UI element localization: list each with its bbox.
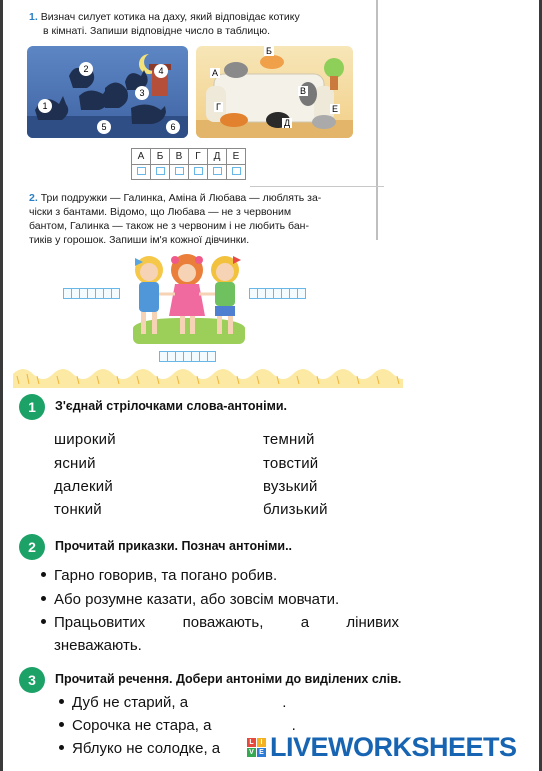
exercise-2-line-3: бантом, Галинка — також не з червоним і не любить бан-: [29, 220, 309, 232]
sentence-2-period: .: [291, 717, 296, 734]
table-answer-cell[interactable]: [189, 165, 208, 180]
room-letter-e: Е: [332, 104, 339, 114]
roof-number-5: 5: [97, 120, 111, 134]
room-letter-d: Д: [284, 118, 291, 128]
room-letter-h: Г: [216, 102, 221, 112]
table-header-d: Д: [208, 149, 227, 165]
textbook-scan: [3, 0, 539, 395]
exercise-1-line-2: в кімнаті. Запиши відповідне число в таблицю.: [43, 25, 271, 37]
table-header-e: Е: [227, 149, 246, 165]
answer-table: [131, 148, 246, 180]
logo-letter: E: [257, 748, 266, 757]
exercise-1-text: [29, 10, 319, 38]
task-3-badge: 3: [19, 667, 45, 693]
proverb-3-word[interactable]: поважають,: [182, 614, 264, 631]
bullet-icon: [59, 699, 64, 704]
right-word-1[interactable]: темний: [263, 431, 315, 448]
logo-letter: V: [247, 748, 256, 757]
proverb-2[interactable]: [41, 591, 339, 608]
left-word-4[interactable]: тонкий: [54, 501, 102, 518]
right-word-4[interactable]: близький: [263, 501, 328, 518]
proverb-3[interactable]: [41, 614, 399, 631]
exercise-2-line-1: Три подружки — Галинка, Аміна й Любава — люблять за-: [40, 192, 322, 204]
sentence-2-text: Сорочка не стара, а: [72, 717, 212, 734]
sentence-2: [59, 717, 296, 734]
table-answer-cell[interactable]: [208, 165, 227, 180]
three-girls-picture: [125, 248, 249, 348]
room-letter-v: В: [300, 86, 307, 96]
task-2-badge: 2: [19, 534, 45, 560]
worksheet-page: [3, 0, 539, 771]
exercise-2-number: 2.: [29, 192, 38, 204]
proverb-1-text[interactable]: Гарно говорив, та погано робив.: [54, 567, 278, 584]
left-word-2[interactable]: ясний: [54, 455, 96, 472]
table-answer-cell[interactable]: [227, 165, 246, 180]
table-header-h: Г: [189, 149, 208, 165]
divider-line: [250, 186, 384, 187]
table-answer-cell[interactable]: [132, 165, 151, 180]
proverb-3-word[interactable]: лінивих: [346, 614, 399, 631]
proverb-3-line-2[interactable]: зневажають.: [54, 637, 142, 654]
bullet-icon: [41, 596, 46, 601]
right-word-3[interactable]: вузький: [263, 478, 318, 495]
exercise-2-line-4: тиків у горошок. Запиши ім'я кожної дівчинки.: [29, 234, 250, 246]
table-answer-cell[interactable]: [170, 165, 189, 180]
logo-letter: L: [247, 738, 256, 747]
name-grid-bottom[interactable]: [159, 351, 215, 362]
proverb-3-word[interactable]: а: [300, 614, 310, 631]
roof-number-6: 6: [166, 120, 180, 134]
table-answer-cell[interactable]: [151, 165, 170, 180]
roof-number-4: 4: [154, 64, 168, 78]
logo-text: LIVEWORKSHEETS: [270, 731, 517, 762]
cats-in-room-picture: [196, 46, 353, 138]
name-grid-right[interactable]: [249, 288, 305, 299]
exercise-1-number: 1.: [29, 11, 38, 23]
logo-mark-icon: [247, 738, 266, 757]
table-header-b: Б: [151, 149, 170, 165]
table-header-a: А: [132, 149, 151, 165]
left-word-3[interactable]: далекий: [54, 478, 113, 495]
sentence-1-text: Дуб не старий, а: [72, 694, 189, 711]
room-letter-b: Б: [266, 46, 272, 56]
decorative-wave-border: [13, 362, 403, 388]
proverb-3-word[interactable]: Працьовитих: [54, 614, 146, 631]
exercise-2-line-2: чіски з бантами. Відомо, що Любава — не з червоним: [29, 206, 292, 218]
sentence-3: [59, 740, 220, 757]
page-edge-line: [376, 0, 390, 240]
table-header-v: В: [170, 149, 189, 165]
bullet-icon: [59, 745, 64, 750]
right-word-2[interactable]: товстий: [263, 455, 319, 472]
sentence-3-text: Яблуко не солодке, а: [72, 740, 221, 757]
task-1-instruction: З'єднай стрілочками слова-антоніми.: [55, 399, 287, 413]
sentence-1-period: .: [282, 694, 287, 711]
roof-number-1: 1: [38, 99, 52, 113]
exercise-2-text: [29, 191, 351, 247]
liveworksheets-logo: [247, 733, 517, 761]
roof-number-3: 3: [135, 86, 149, 100]
proverb-1[interactable]: [41, 567, 277, 584]
roof-number-2: 2: [79, 62, 93, 76]
name-grid-left[interactable]: [63, 288, 119, 299]
logo-letter: I: [257, 738, 266, 747]
exercise-1-line-1: Визнач силует котика на даху, який відповідає котику: [40, 11, 300, 23]
proverb-2-text[interactable]: Або розумне казати, або зовсім мовчати.: [54, 591, 340, 608]
bullet-icon: [41, 619, 46, 624]
left-word-1[interactable]: широкий: [54, 431, 116, 448]
room-letter-a: А: [212, 68, 219, 78]
task-1-badge: 1: [19, 394, 45, 420]
sentence-1: [59, 694, 339, 711]
bullet-icon: [41, 572, 46, 577]
task-2-instruction: Прочитай приказки. Познач антоніми..: [55, 539, 293, 553]
cats-on-roof-picture: [27, 46, 188, 138]
bullet-icon: [59, 722, 64, 727]
task-3-instruction: Прочитай речення. Добери антоніми до виділених слів.: [55, 672, 402, 686]
